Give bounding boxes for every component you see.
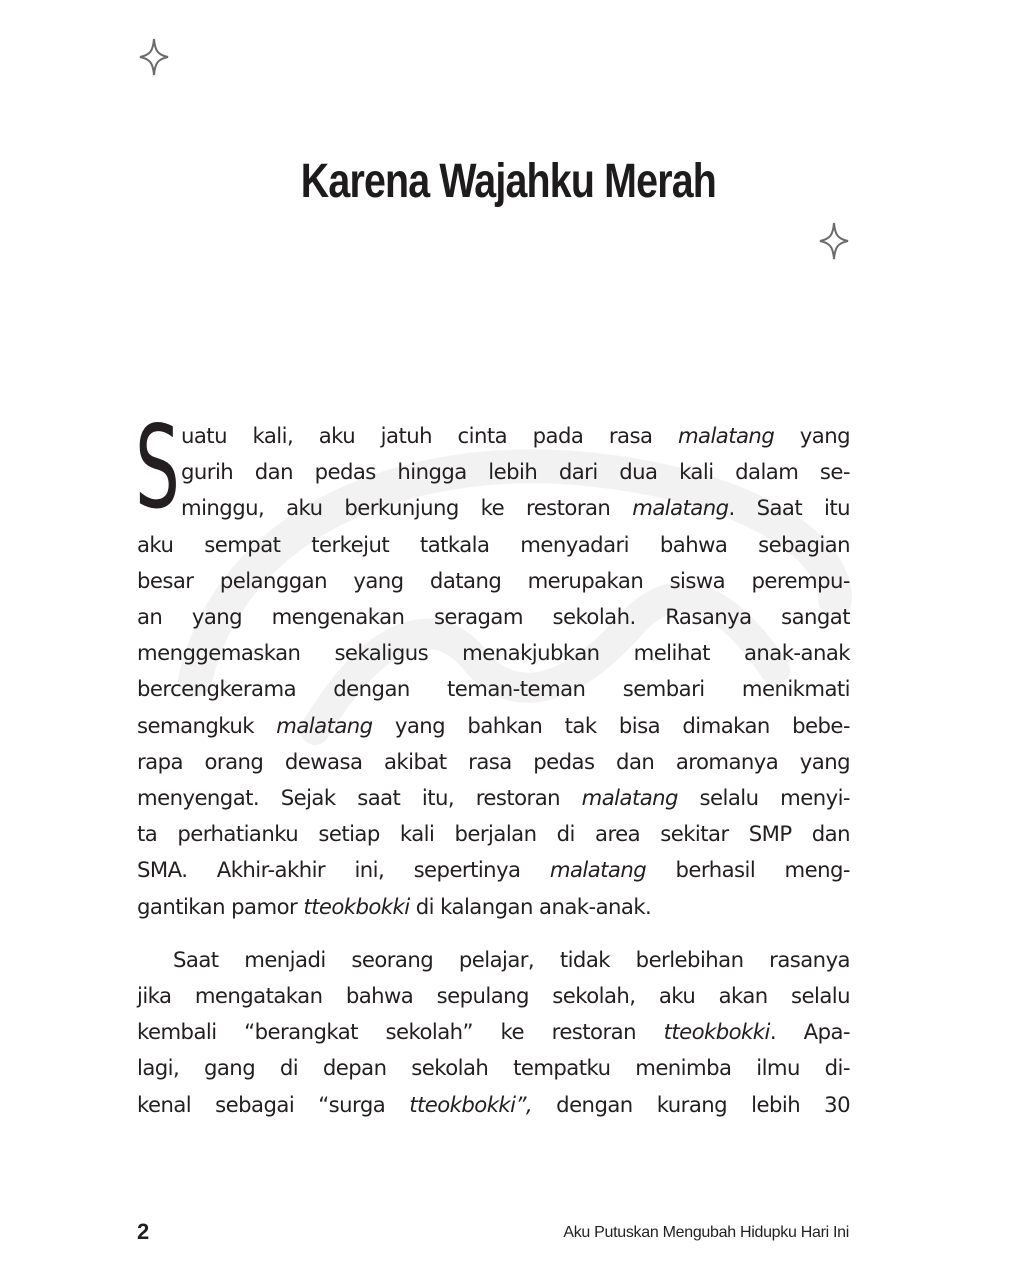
chapter-title: Karena Wajahku Merah bbox=[300, 155, 717, 209]
text-run: kembali “berangkat sekolah” ke restoran bbox=[137, 1019, 664, 1045]
text-line bbox=[137, 852, 850, 888]
text-run: SMA. Akhir-akhir ini, sepertinya bbox=[137, 857, 550, 883]
italic-term: malatang bbox=[581, 785, 678, 811]
text-run: an yang mengenakan seragam sekolah. Rasanya sangat bbox=[137, 604, 850, 630]
paragraph bbox=[135, 401, 851, 925]
text-run: berhasil meng- bbox=[646, 857, 850, 883]
text-run: besar pelanggan yang datang merupakan siswa perempu- bbox=[137, 567, 850, 593]
text-run: gurih dan pedas hingga lebih dari dua kali dalam se- bbox=[181, 459, 850, 485]
text-run: yang bahkan tak bisa dimakan bebe- bbox=[372, 712, 851, 738]
text-run: lagi, gang di depan sekolah tempatku menimba ilmu di- bbox=[137, 1055, 850, 1081]
text-run: . Apa- bbox=[769, 1019, 850, 1045]
page-number: 2 bbox=[137, 1219, 150, 1244]
text-line bbox=[137, 744, 850, 780]
text-run: rapa orang dewasa akibat rasa pedas dan aromanya yang bbox=[137, 748, 850, 774]
text-line bbox=[137, 599, 850, 635]
italic-term: tteokbokki”, bbox=[409, 1091, 533, 1117]
text-run: aku sempat terkejut tatkala menyadari bahwa sebagian bbox=[137, 531, 850, 557]
text-run: Saat menjadi seorang pelajar, tidak berlebihan rasanya bbox=[173, 946, 850, 972]
text-run: bercengkerama dengan teman-teman sembari menikmati bbox=[137, 676, 850, 702]
sparkle-icon bbox=[818, 221, 850, 261]
text-run: kenal sebagai “surga bbox=[137, 1091, 410, 1117]
text-line bbox=[137, 1050, 850, 1086]
chapter-body bbox=[135, 401, 851, 1123]
text-line bbox=[137, 563, 850, 599]
sparkle-icon bbox=[138, 37, 170, 77]
italic-term: malatang bbox=[549, 857, 647, 883]
paragraph bbox=[137, 942, 850, 1123]
italic-term: malatang bbox=[276, 712, 373, 738]
running-footer-title: Aku Putuskan Mengubah Hidupku Hari Ini bbox=[563, 1224, 849, 1241]
text-run: di kalangan anak-anak. bbox=[409, 893, 652, 919]
text-line bbox=[137, 1014, 850, 1050]
text-line bbox=[137, 635, 850, 671]
text-line bbox=[137, 708, 850, 744]
text-line bbox=[137, 889, 850, 925]
italic-term: tteokbokki bbox=[303, 893, 410, 919]
text-line bbox=[137, 978, 850, 1014]
text-run: minggu, aku berkunjung ke restoran bbox=[181, 495, 633, 521]
text-run: yang bbox=[774, 423, 850, 448]
text-run: semangkuk bbox=[137, 712, 277, 738]
text-line bbox=[137, 780, 850, 816]
text-line bbox=[137, 1087, 850, 1123]
text-line bbox=[137, 418, 850, 454]
text-line bbox=[137, 671, 850, 707]
text-run: . Saat itu bbox=[728, 495, 851, 521]
text-line bbox=[137, 454, 850, 490]
text-run: ta perhatianku setiap kali berjalan di area sekitar SMP dan bbox=[137, 821, 850, 847]
text-line bbox=[137, 527, 850, 563]
italic-term: malatang bbox=[677, 423, 775, 448]
drop-cap: S bbox=[135, 401, 180, 534]
text-run: uatu kali, aku jatuh cinta pada rasa bbox=[181, 423, 678, 448]
text-line bbox=[137, 816, 850, 852]
italic-term: malatang bbox=[632, 495, 729, 521]
text-line bbox=[137, 490, 850, 526]
text-run: jika mengatakan bahwa sepulang sekolah, aku akan selalu bbox=[137, 983, 850, 1009]
text-run: dengan kurang lebih 30 bbox=[532, 1091, 851, 1117]
text-line bbox=[137, 942, 850, 978]
italic-term: tteokbokki bbox=[663, 1019, 770, 1045]
text-run: menggemaskan sekaligus menakjubkan melihat anak-anak bbox=[137, 640, 850, 666]
text-run: menyengat. Sejak saat itu, restoran bbox=[137, 785, 582, 811]
text-run: gantikan pamor bbox=[137, 893, 304, 919]
text-run: selalu menyi- bbox=[677, 785, 850, 811]
